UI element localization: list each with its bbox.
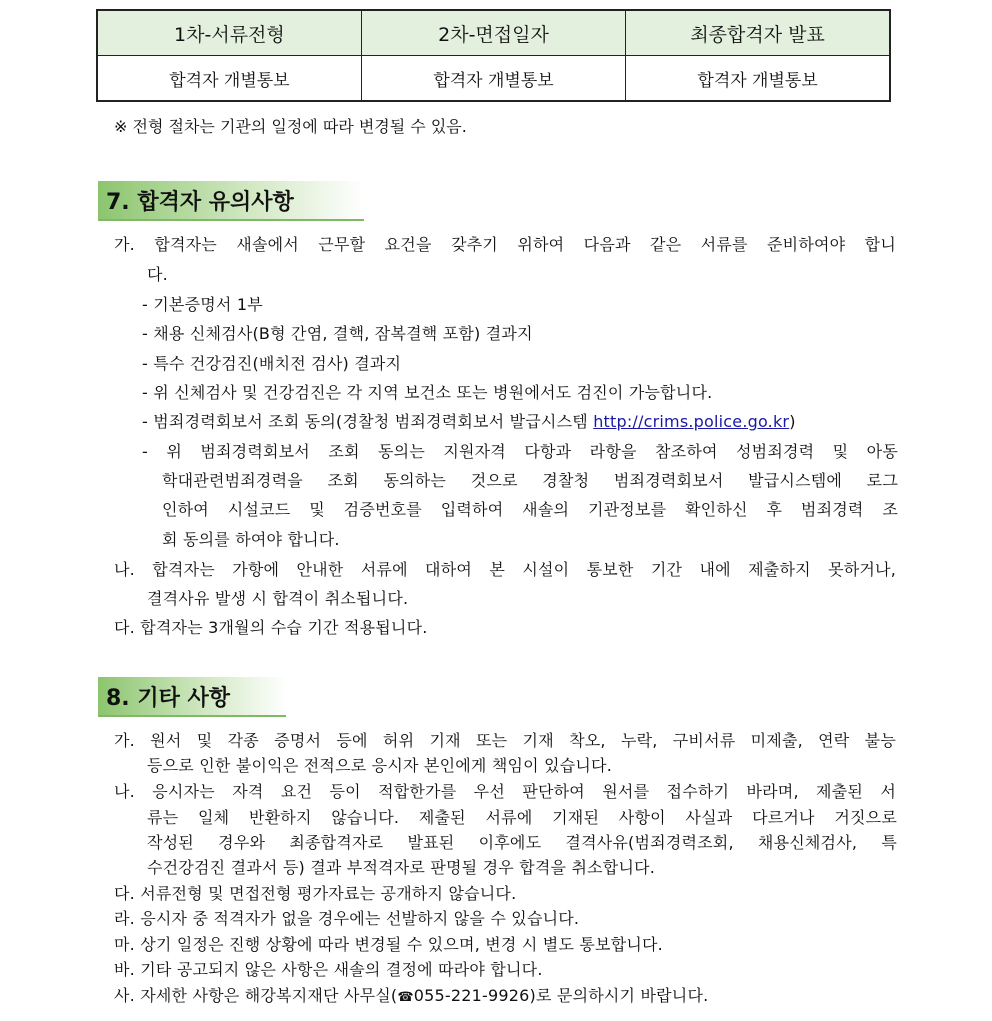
- s8-ba: 바. 기타 공고되지 않은 사항은 새솔의 결정에 따라야 합니다.: [114, 960, 543, 979]
- s8-sa: [114, 986, 708, 1008]
- s8-na-line2: 류는 일체 반환하지 않습니다. 제출된 서류에 기재된 사항이 사실과 다르거나 거짓으로: [147, 808, 897, 827]
- s7-bullet-6-line3: 인하여 시설코드 및 검증번호를 입력하여 새솔의 기관정보를 확인하신 후 범죄경력 조: [162, 500, 898, 519]
- s7-na-line2: 결격사유 발생 시 합격이 취소됩니다.: [147, 589, 409, 608]
- s8-na-line3: 작성된 경우와 최종합격자로 발표된 이후에도 결격사유(범죄경력조회, 채용신체검사, 특: [147, 833, 897, 852]
- schedule-header-cell: 1차-서류전형: [97, 10, 361, 56]
- s7-bullet-6-line1: - 위 범죄경력회보서 조회 동의는 지원자격 다항과 라항을 참조하여 성범죄경력 및 아동: [142, 442, 898, 461]
- s7-ga-line2: 다.: [147, 265, 168, 284]
- section-8-heading: 8. 기타 사항: [98, 677, 286, 717]
- s7-da: 다. 합격자는 3개월의 수습 기간 적용됩니다.: [114, 618, 428, 637]
- schedule-header-row: [97, 10, 890, 56]
- s7-bullet-1: - 기본증명서 1부: [142, 295, 263, 314]
- s8-ma: 마. 상기 일정은 진행 상황에 따라 변경될 수 있으며, 변경 시 별도 통보합니다.: [114, 935, 663, 954]
- schedule-note: ※ 전형 절차는 기관의 일정에 따라 변경될 수 있음.: [114, 117, 467, 136]
- schedule-table: [96, 9, 891, 102]
- section-7-heading: 7. 합격자 유의사항: [98, 181, 364, 221]
- s7-bullet-2: - 채용 신체검사(B형 간염, 결핵, 잠복결핵 포함) 결과지: [142, 324, 533, 343]
- s7-bullet-4: - 위 신체검사 및 건강검진은 각 지역 보건소 또는 병원에서도 검진이 가능합니다.: [142, 383, 713, 402]
- crims-link[interactable]: http://crims.police.go.kr: [593, 412, 790, 431]
- s7-ga-line1: 가. 합격자는 새솔에서 근무할 요건을 갖추기 위하여 다음과 같은 서류를 준비하여야 합니: [114, 235, 896, 254]
- schedule-header-cell: 2차-면접일자: [361, 10, 625, 56]
- s7-bullet-6-line4: 회 동의를 하여야 합니다.: [162, 530, 340, 549]
- s8-sa-phone-text: 055-221-9926)로 문의하시기 바랍니다.: [413, 986, 709, 1005]
- s7-bullet-5: [142, 412, 796, 432]
- schedule-value-cell: 합격자 개별통보: [626, 56, 890, 102]
- s7-bullet-5-close: ): [789, 412, 796, 431]
- phone-icon: ☎: [397, 990, 414, 1005]
- s8-na-line1: 나. 응시자는 자격 요건 등이 적합한가를 우선 판단하여 원서를 접수하기 바라며, 제출된 서: [114, 782, 896, 801]
- s8-ga-line2: 등으로 인한 불이익은 전적으로 응시자 본인에게 책임이 있습니다.: [147, 756, 613, 775]
- s7-bullet-3: - 특수 건강검진(배치전 검사) 결과지: [142, 354, 402, 373]
- schedule-value-row: [97, 56, 890, 102]
- s8-ra: 라. 응시자 중 적격자가 없을 경우에는 선발하지 않을 수 있습니다.: [114, 909, 580, 928]
- schedule-value-cell: 합격자 개별통보: [97, 56, 361, 102]
- s8-da: 다. 서류전형 및 면접전형 평가자료는 공개하지 않습니다.: [114, 884, 517, 903]
- s8-ga-line1: 가. 원서 및 각종 증명서 등에 허위 기재 또는 기재 착오, 누락, 구비서류 미제출, 연락 불능: [114, 731, 896, 750]
- s8-sa-text: 사. 자세한 사항은 해강복지재단 사무실(: [114, 986, 398, 1005]
- schedule-value-cell: 합격자 개별통보: [361, 56, 625, 102]
- s7-bullet-5-text: - 범죄경력회보서 조회 동의(경찰청 범죄경력회보서 발급시스템: [142, 412, 594, 431]
- s7-na-line1: 나. 합격자는 가항에 안내한 서류에 대하여 본 시설이 통보한 기간 내에 제출하지 못하거나,: [114, 560, 896, 579]
- s7-bullet-6-line2: 학대관련범죄경력을 조회 동의하는 것으로 경찰청 범죄경력회보서 발급시스템에 로그: [162, 471, 898, 490]
- s8-na-line4: 수건강검진 결과서 등) 결과 부적격자로 판명될 경우 합격을 취소합니다.: [147, 858, 656, 877]
- schedule-header-cell: 최종합격자 발표: [626, 10, 890, 56]
